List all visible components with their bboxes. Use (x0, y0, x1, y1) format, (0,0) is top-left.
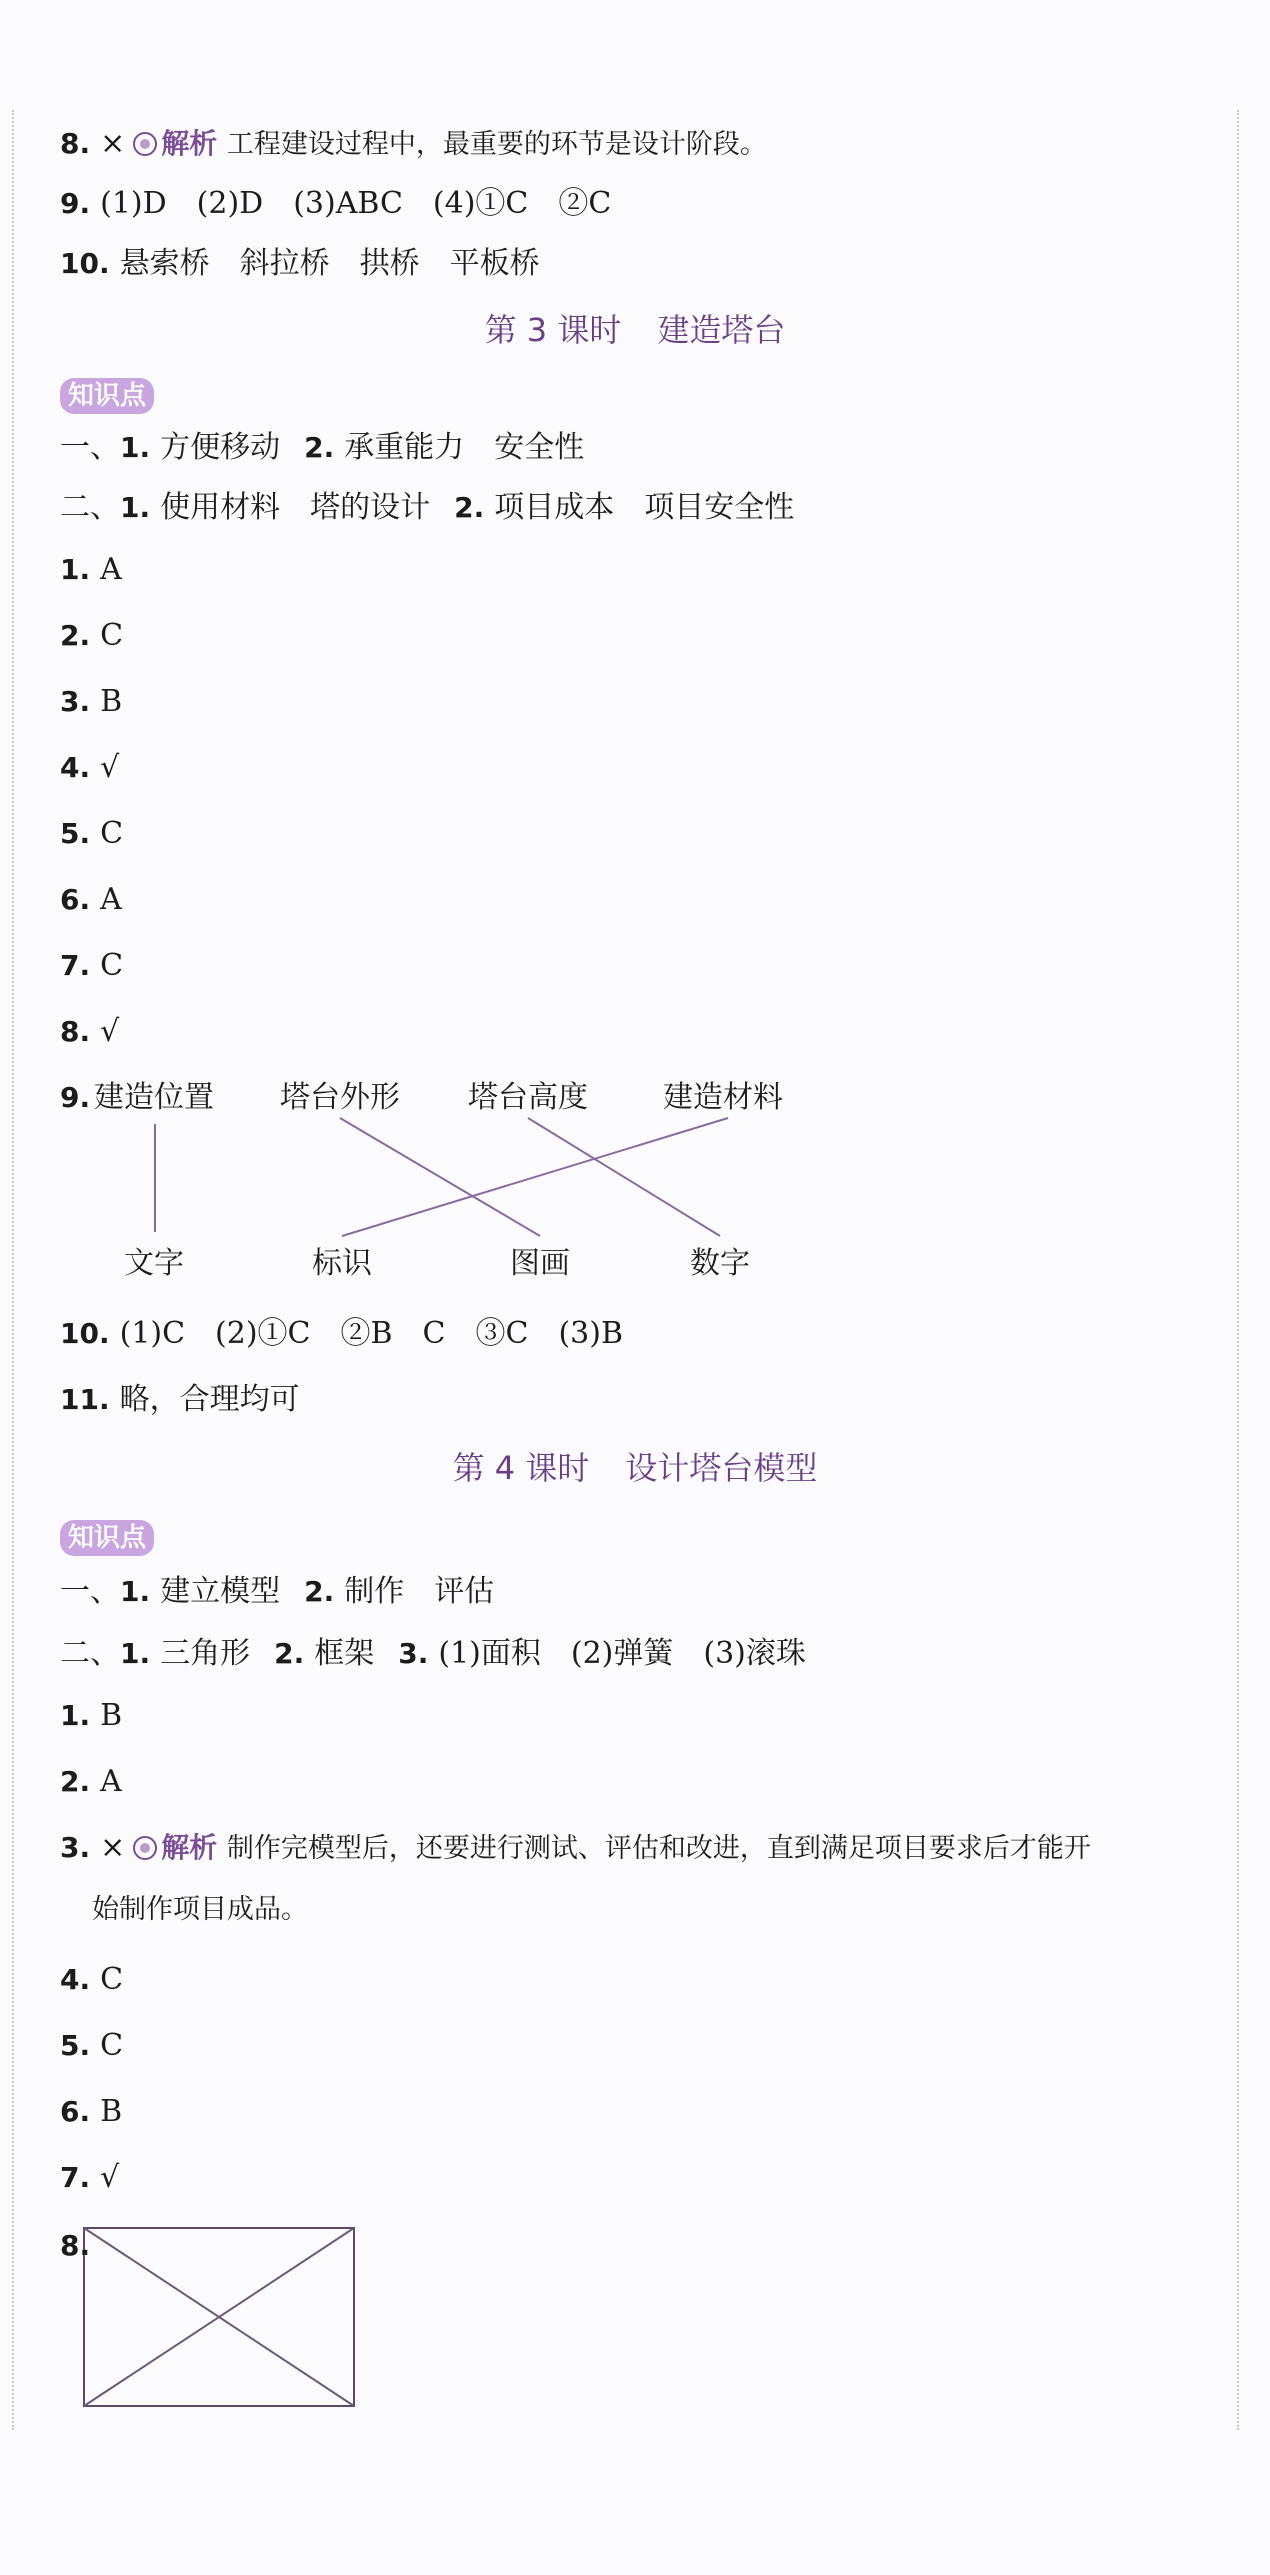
match-bottom-number: 数字 (690, 1246, 750, 1281)
answer-l4-6: 6. B (60, 2094, 123, 2129)
answer-l4-2: 2. A (60, 1764, 122, 1799)
match-line-height-number (528, 1118, 720, 1236)
answer-l4-4: 4. C (60, 1962, 124, 1997)
answer-9-top: 9. (1)D (2)D (3)ABC (4)①C ②C (60, 186, 612, 221)
match-bottom-text: 文字 (124, 1246, 184, 1281)
answer-10: 10. (1)C (2)①C ②B C ③C (3)B (60, 1316, 624, 1351)
match-top-location: 建造位置 (94, 1080, 214, 1115)
lesson-4-heading: 第 4 课时 设计塔台模型 (452, 1449, 818, 1487)
analysis-icon (133, 1836, 157, 1860)
match-bottom-sign: 标识 (312, 1246, 372, 1281)
answer-5: 5. C (60, 816, 124, 851)
answer-4: 4. √ (60, 750, 120, 785)
answer-l4-3-continued: 始制作项目成品。 (92, 1894, 308, 1925)
answer-9-matching: 9. (60, 1081, 91, 1114)
answer-6: 6. A (60, 882, 122, 917)
match-line-shape-picture (340, 1118, 540, 1236)
knowledge-line-4: 二、1. 三角形 2. 框架 3. (1)面积 (2)弹簧 (3)滚珠 (60, 1636, 806, 1671)
match-top-material: 建造材料 (663, 1080, 783, 1115)
knowledge-line-1: 一、1. 方便移动 2. 承重能力 安全性 (60, 430, 585, 465)
answer-l4-3: 3. × 解析 制作完模型后，还要进行测试、评估和改进，直到满足项目要求后才能开 (60, 1830, 1091, 1865)
match-top-height: 塔台高度 (468, 1080, 588, 1115)
answer-8-top: 8. × 解析 工程建设过程中，最重要的环节是设计阶段。 (60, 126, 767, 161)
answer-l4-5: 5. C (60, 2028, 124, 2063)
knowledge-badge-4: 知识点 (60, 1520, 154, 1556)
answer-11: 11. 略，合理均可 (60, 1382, 300, 1417)
knowledge-badge-3: 知识点 (60, 378, 154, 414)
answer-7: 7. C (60, 948, 124, 983)
lesson-3-heading: 第 3 课时 建造塔台 (484, 311, 786, 349)
answer-3: 3. B (60, 684, 123, 719)
knowledge-line-3: 一、1. 建立模型 2. 制作 评估 (60, 1574, 495, 1609)
answer-10-top: 10. 悬索桥 斜拉桥 拱桥 平板桥 (60, 246, 540, 281)
match-line-material-sign (342, 1118, 728, 1236)
answer-2: 2. C (60, 618, 124, 653)
knowledge-line-2: 二、1. 使用材料 塔的设计 2. 项目成本 项目安全性 (60, 490, 795, 525)
answer-1: 1. A (60, 552, 122, 587)
match-top-shape: 塔台外形 (280, 1080, 400, 1115)
answer-l4-1: 1. B (60, 1698, 123, 1733)
answer-8: 8. √ (60, 1014, 120, 1049)
match-bottom-picture: 图画 (510, 1246, 570, 1281)
answer-l4-7: 7. √ (60, 2160, 120, 2195)
answer-l4-8: 8. (60, 2229, 91, 2262)
